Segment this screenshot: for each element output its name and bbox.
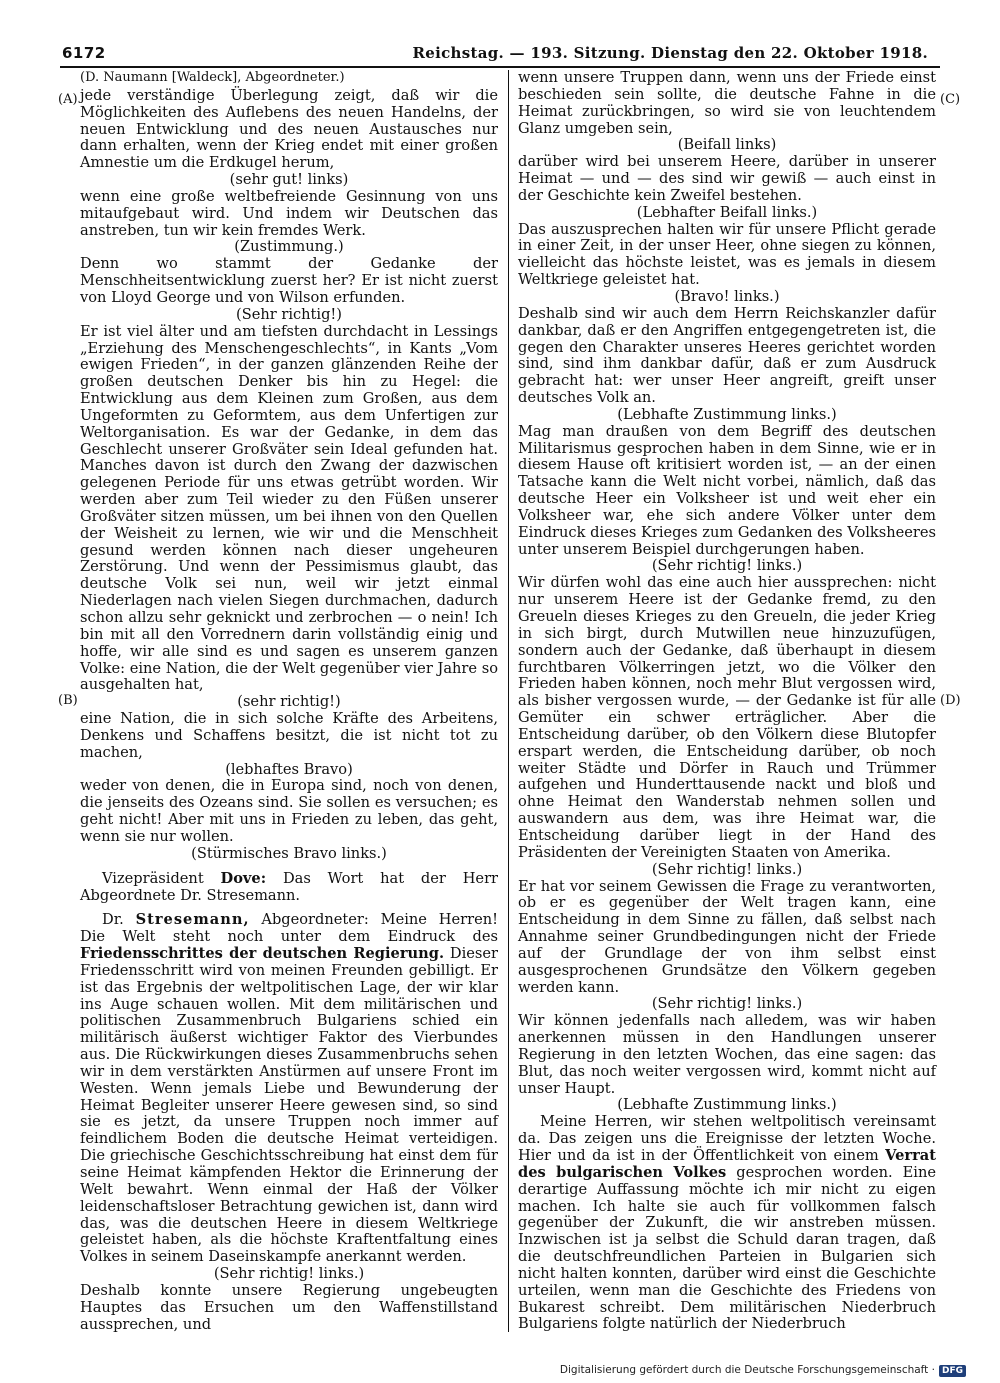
interjection: (Sehr richtig! links.) (213, 1265, 365, 1283)
paragraph: Mag man draußen von dem Begriff des deutschen Militarismus gesprochen haben in dem Sinne, wie er in diesem Hause oft kritisiert worden ist, — an der einen Tatsache kann die Welt nicht vorbei, nämlich, daß das deutsche Heer ein Volksheer ist und weit eher ein Volksheer war, ehe sich andere Völker unter dem Eindruck dieses Krieges zum Gedanken des Volksheeres unter unserem Beispiel durchgerungen haben. (518, 422, 936, 558)
paragraph: wenn unsere Truppen dann, wenn uns der Friede einst beschieden sein sollte, die deutsche Fahne in die Heimat zurückbringen, so wird sie von leuchtendem Glanz umgeben sein, (518, 69, 936, 137)
speaker-continuation: (D. Naumann [Waldeck], Abgeordneter.) (80, 70, 345, 85)
interjection: (sehr richtig!) (237, 693, 341, 711)
text-run: Meine Herren, wir stehen weltpolitisch vereinsamt da. Das zeigen uns die Ereignisse der letzten Woche. Hier und da ist in der Öffentlichkeit von einem (518, 1113, 936, 1164)
paragraph: weder von denen, die in Europa sind, noch von denen, die jenseits des Ozeans sind. Sie sollen es versuchen; es geht nicht! Aber mit uns in Frieden zu leben, das geht, wenn sie nur wollen. (80, 777, 498, 845)
column-divider (508, 70, 509, 1332)
text-run: gesprochen worden. Eine derartige Auffassung möchte ich mir nicht zu eigen machen. Ich halte sie auch für vollkommen falsch gegenüber der Zukunft, die wir anstreben müssen. Inzwischen ist ja selbst die Schuld daran tragen, daß die deutschfreundlichen Parteien in Bulgarien sich nicht halten konnten, darüber wird einst die Geschichte urteilen, wenn man die Geschichte des Friedens von Bukarest schreibt. Dem militärischen Niederbruch Bulgariens folgte natürlich der Niederbruch (518, 1163, 936, 1333)
left-column (80, 70, 498, 1333)
credit-text: Digitalisierung gefördert durch die Deutsche Forschungsgemeinschaft · (559, 1364, 935, 1376)
margin-marker-a: (A) (58, 92, 78, 107)
right-column (518, 70, 936, 1333)
paragraph: eine Nation, die in sich solche Kräfte des Arbeitens, Denkens und Schaffens besitzt, die ist nicht tot zu machen, (80, 710, 498, 761)
interjection: (Lebhafte Zustimmung links.) (617, 405, 837, 423)
speech-opening (80, 912, 498, 1266)
paragraph: Das auszusprechen halten wir für unsere Pflicht gerade in einer Zeit, in der unser Heer, ohne siegen zu können, vielleicht das höchste leistet, was es jemals in diesem Weltkriege geleistet hat. (518, 220, 936, 289)
paragraph: Deshalb sind wir auch dem Herrn Reichskanzler dafür dankbar, daß er den Angriffen entgegengetreten ist, die gegen den Charakter unseres Heeres gerichtet worden sind, sind ihm dankbar dafür, daß er zum Ausdruck gebracht hat: wer unser Heer angreift, greift unser deutsches Volk an. (518, 304, 936, 407)
paragraph: Denn wo stammt der Gedanke der Menschheitsentwicklung zuerst her? Er ist nicht zuerst von Lloyd George und von Wilson erfunden. (80, 255, 498, 306)
digitization-credit (560, 1364, 966, 1377)
paragraph: Wir dürfen wohl das eine auch hier aussprechen: nicht nur unserem Heere ist der Gedanke fremd, zu den Greueln dieses Krieges zu den Greueln, die jeder Krieg in sich birgt, durch Mutwillen neue hinzuzufügen, sondern auch der Gedanke, daß überhaupt in diesem furchtbaren Völkerringen jetzt, wo die Völker den Frieden haben können, noch mehr Blut vergossen wird, als bisher vergossen wurde, — der Gedanke ist für alle Gemüter ein schwer erträglicher. Aber die Entscheidung darüber, ob den Völkern diese Blutopfer erspart werden, die Entscheidung darüber, ob noch weiter Städte und Dörfer in Rauch und Trümmer aufgehen und Hunderttausende nackt und bloß und ohne Heimat den Wanderstab nehmen sollen und auswandern aus dem, was ihre Heimat war, die Entscheidung darüber liegt in der Hand des Präsidenten der Vereinigten Staaten von Amerika. (518, 574, 936, 861)
interjection: (Stürmisches Bravo links.) (191, 844, 387, 862)
speaker-name: Stresemann, (135, 911, 250, 929)
paragraph (518, 1114, 936, 1333)
margin-marker-d: (D) (940, 693, 961, 708)
paragraph: Er ist viel älter und am tiefsten durchdacht in Lessings „Erziehung des Menschengeschlechts“, in Kants „Vom ewigen Frieden“, in der ganzen glänzenden Reihe der großen deutschen Denker bis hin zu Hegel: die Entwicklung aus dem Kleinen zum Großen, aus dem Ungeformten zu Geformtem, aus dem Unfertigen zur Weltorganisation. Es war der Gedanke, in dem das Geschlecht unserer Großväter sein Ideal gefunden hat. Manches davon ist durch den Zwang der dazwischen gelegenen Periode für uns etwas getrübt worden. Wir werden aber zum Teil wieder zu den Füßen unserer Großväter sitzen müssen, um bei ihnen von den Quellen der Weisheit zu lernen, wie wir und die Menschheit gesund werden können nach dieser ungeheuren Zerstörung. Und wenn der Pessimismus glaubt, das deutsche Volk sei nun, weil wir jetzt einmal Niederlagen nach vielen Siegen durchmachen, dadurch schon allzu sehr geknickt und zerbrochen — o nein! Ich bin mit all den Vorrednern darin vollständig einig und hoffe, wir alle sind es und sagen es unserem ganzen Volke: eine Nation, die der Welt gegenüber vier Jahre so ausgehalten hat, (80, 322, 498, 694)
emphasis-peace-step: Friedensschrittes der deutschen Regierung. (80, 945, 445, 963)
dfg-logo: DFG (939, 1365, 966, 1377)
interjection: (Lebhafter Beifall links.) (636, 203, 818, 221)
interjection: (Sehr richtig! links.) (651, 860, 803, 878)
paragraph: wenn eine große weltbefreiende Gesinnung von uns mitaufgebaut wird. Und indem wir Deutschen das anstreben, tun wir kein fremdes Werk. (80, 187, 498, 239)
interjection: (Lebhafte Zustimmung links.) (617, 1096, 837, 1114)
president-title: Vizepräsident (102, 869, 204, 887)
page-number: 6172 (62, 44, 106, 62)
paragraph: Wir können jedenfalls nach alledem, was wir haben anerkennen müssen in den Handlungen unserer Regierung in den letzten Wochen, das eine sagen: das Blut, das noch weiter vergossen wird, kommt nicht auf unser Haupt. (518, 1012, 936, 1097)
interjection: (Sehr richtig!) (236, 305, 342, 323)
margin-marker-b: (B) (58, 693, 78, 708)
interjection: (Sehr richtig! links.) (651, 557, 803, 575)
speaker-prefix: Dr. (102, 911, 124, 929)
header-rule (60, 66, 940, 68)
interjection: (Sehr richtig! links.) (651, 995, 803, 1013)
emphasis-bulgarian-betrayal: Verrat des bulgarischen Volkes (518, 1147, 936, 1181)
interjection: (Zustimmung.) (234, 238, 344, 256)
president-text: Das Wort hat der Herr Abgeordnete Dr. Stresemann. (80, 869, 499, 904)
paragraph: darüber wird bei unserem Heere, darüber in unserer Heimat — und — des sind wir gewiß — auch einst in der Geschichte kein Zweifel bestehen. (518, 153, 936, 204)
president-name: Dove: (220, 869, 267, 887)
interjection: (sehr gut! links) (229, 171, 349, 189)
president-remark (80, 871, 498, 905)
paragraph: Deshalb konnte unsere Regierung ungebeugten Hauptes das Ersuchen um den Waffenstillstand aussprechen, und (80, 1281, 498, 1333)
speech-text: Dieser Friedensschritt wird von meinen Freunden gebilligt. Er ist das Ergebnis der weltpolitischen Lage, der wir klar ins Auge schauen wollen. Mit dem militärischen und politischen Zusammenbruch Bulgariens schied ein militärisch äußerst wichtiger Faktor des Vierbundes aus. Die Rückwirkungen dieses Zusammenbruchs sehen wir in dem verstärkten Anstürmen auf unsere Front im Westen. Wenn jemals Liebe und Bewunderung der Heimat Begleiter unserer Heere gewesen sind, so sind sie es jetzt, da unsere Truppen noch immer auf feindlichem Boden die deutsche Heimat verteidigen. Die griechische Geschichtsschreibung hat einst dem für seine Heimat kämpfenden Hektor die Erinnerung der Welt bewahrt. Wenn einmal der Haß der Völker leidenschaftsloser Betrachtung gewichen ist, dann wird das, was die deutschen Heere in diesem Weltkriege geleistet haben, als die höchste Kraftentfaltung eines Volkes in seinem Daseinskampfe anerkannt werden. (80, 945, 498, 1266)
running-header (60, 42, 940, 64)
paragraph: jede verständige Überlegung zeigt, daß wir die Möglichkeiten des Auflebens des neuen Handelns, der neuen Entwicklung und des neuen Austausches nur dann erhalten, wenn der Krieg endet mit einer großen Amnestie um die Erdkugel herum, (80, 86, 498, 172)
header-title: Reichstag. — 193. Sitzung. Dienstag den 22. Oktober 1918. (412, 44, 928, 62)
interjection: (Bravo! links.) (674, 287, 780, 305)
margin-marker-c: (C) (940, 92, 961, 107)
interjection: (Beifall links) (677, 136, 777, 154)
speech-intro: Abgeordneter: Meine Herren! Die Welt steht noch unter dem Eindruck des (80, 911, 499, 946)
interjection: (lebhaftes Bravo) (225, 760, 353, 778)
paragraph: Er hat vor seinem Gewissen die Frage zu verantworten, ob er es gegenüber der Welt tragen kann, eine Entscheidung in dem Sinne zu fällen, daß selbst nach Annahme seiner Grundbedingungen nicht der Friede auf der Grundlage der von ihm selbst einst ausgesprochenen Grundsätze den Völkern gegeben werden kann. (518, 877, 936, 996)
